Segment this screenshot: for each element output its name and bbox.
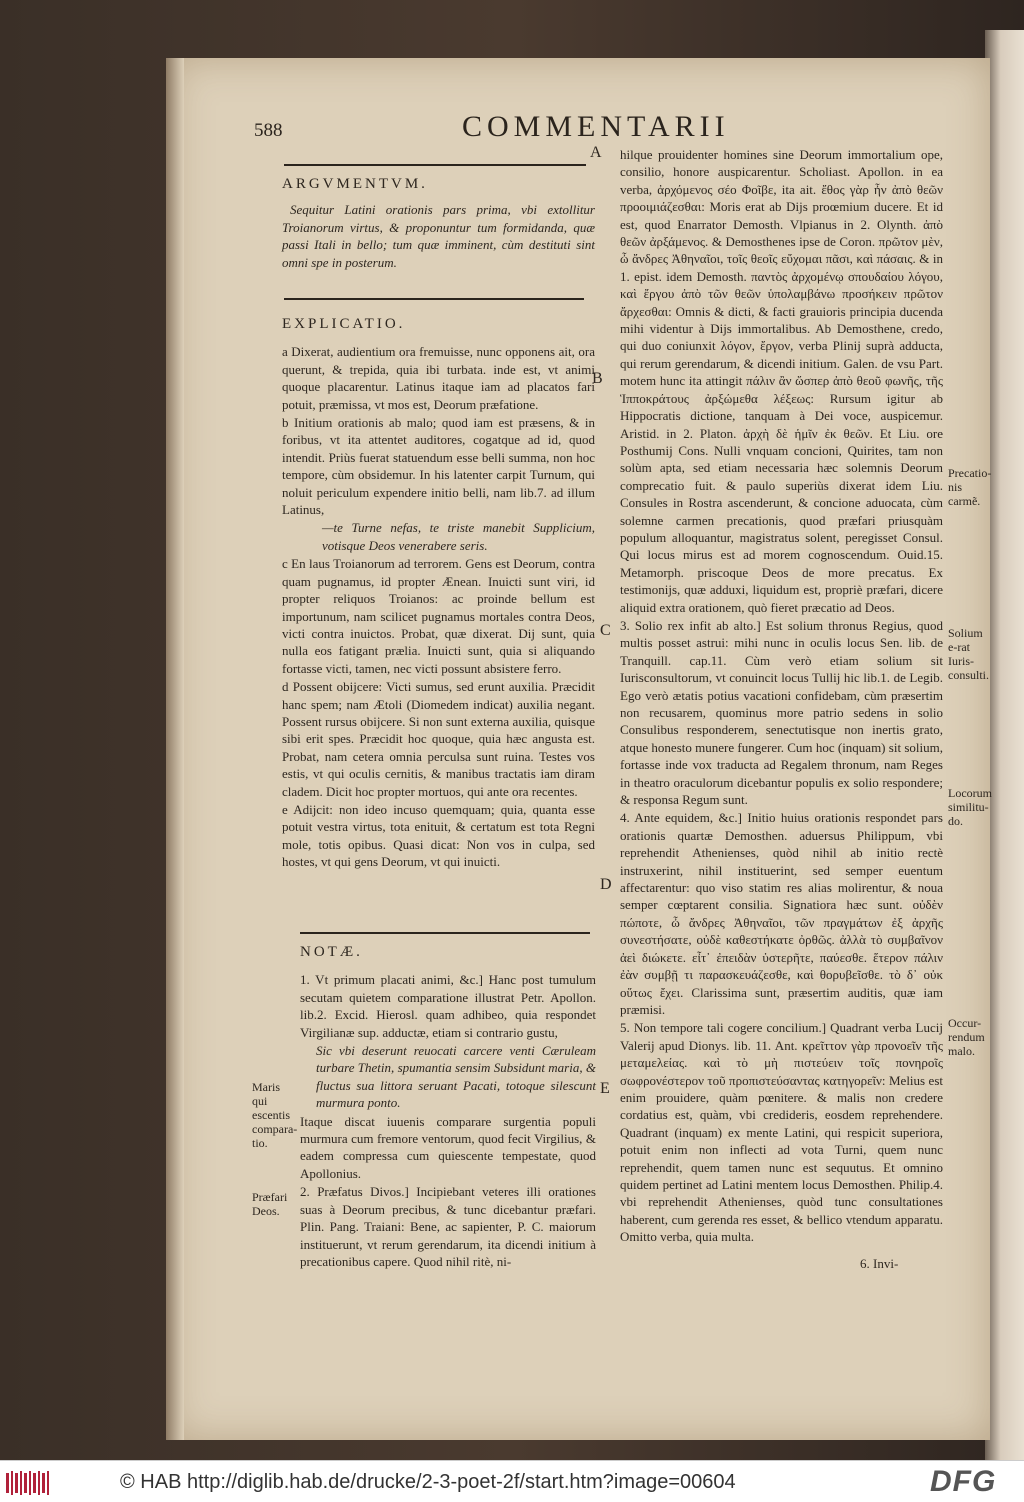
argumentum-heading: ARGVMENTVM. [282, 176, 428, 192]
copyright-url[interactable]: © HAB http://diglib.hab.de/drucke/2-3-poet-2f/start.htm?image=00604 [120, 1471, 736, 1493]
nota-1-cont: Itaque discat iuuenis comparare surgentia populi murmura cum fremore ventorum, quod fecit Virgilius, & eadem compressa cum quiescente tempestate, quod Apollonius. [300, 1113, 596, 1181]
rule-notae [300, 932, 590, 934]
page-gutter [166, 58, 184, 1440]
margin-note-occurrendum: Occur-rendum malo. [948, 1016, 985, 1058]
footer-bar [0, 1460, 1024, 1502]
explicatio-quote: —te Turne nefas, te triste manebit Supplicium, votisque Deos venerabere seris. [322, 520, 595, 553]
hab-barcode-icon [6, 1469, 50, 1497]
explicatio-heading: EXPLICATIO. [282, 316, 406, 332]
explicatio-para-c: c En laus Troianorum ad terrorem. Gens est Deorum, contra quam pugnamus, id propter Ænean. Inuicti sunt viri, id propter reliquos Troianos: ac proinde bellum est importunum, nam scilicet pugnamus mortales contra Deos, victi contra inuictos. Probat, quæ dixerat. Dij sunt, quia nulla eos fatigant prælia. Inuicti sunt, quia si aliquando fortasse victi, tamen, nec victi possunt absistere ferro. [282, 556, 595, 676]
rule-top-left [284, 164, 586, 166]
section-letter-e: E [600, 1080, 610, 1097]
section-letter-a: A [590, 144, 602, 161]
running-title: COMMENTARII [462, 110, 730, 143]
explicatio-para-b: b Initium orationis ab malo; quod iam est præsens, & in foribus, vt ita attentet auditores, cogatque ad id, quod intendit. Priùs fuerat statuendum esse belli summa, non hoc tempore, cùm obsidemur. In his latenter carpit Turnum, qui noluit periculum expendere initio belli, nam lib.7. ad illum Latinus, [282, 415, 595, 518]
explicatio-para-a: a Dixerat, audientium ora fremuisse, nunc opponens ait, ora querunt, & trepida, quia ibi turbata. inde est, vt animi quoque placarentur. Latinus itaque iam ad placatos fari potuit, præmissa, vt mos est, Deorum præfatione. [282, 344, 595, 412]
margin-note-solium: Solium e-rat Iuris-consulti. [948, 626, 989, 682]
adjacent-page-edge [985, 30, 1024, 1460]
page-number: 588 [254, 120, 283, 141]
rule-argumentum [284, 298, 584, 300]
right-column [620, 146, 943, 1247]
nota-1-verse: Sic vbi deserunt reuocati carcere venti Cæruleam turbare Thetin, spumantia sensim Subsidunt maria, & fluctus sua littora seruant Pacati, totoque silescunt murmura ponto. [316, 1043, 596, 1111]
nota-1: 1. Vt primum placati animi, &c.] Hanc post tumulum secutam quietem comparatione illustrat Petr. Apollon. lib.2. Excid. Hierosl. quam adhibeo, quia respondet Virgilianæ sup. adductæ, etiam si contrario gustu, [300, 972, 596, 1040]
dfg-logo: DFG [930, 1465, 997, 1498]
explicatio-block [282, 316, 595, 872]
margin-note-locorum: Locorum similitu-do. [948, 786, 992, 828]
margin-note-precatio: Precatio-nis carmẽ. [948, 466, 992, 508]
explicatio-para-e: e Adijcit: non ideo incuso quemquam; quia, quanta esse potuit vestra virtus, tota enituit, & certatum est tota Regni mole, totis opibus. Quasi dicat: Non vos in culpa, sed hostes, vt qui gens Deorum, vt qui inuicti. [282, 801, 595, 870]
right-para-4: 5. Non tempore tali cogere concilium.] Quadrant verba Lucij Valerij apud Dionys. lib. 11. Ant. κρεῖττον γὰρ προνοεῖν τῆς μεταμελείας. καὶ τὸ μὴ πιστεύειν τοῖς πονηροῖς σωφρονέστερον τοῦ προπιστεύσαντας κατηγορεῖν: Melius est enim prouidere, quàm pœnitere. & malis non credere cordatius est, quàm, vbi credideris, eosdem reprehendere. Quadrant (inquam) ex mente Latini, qui respicit superiora, potuit enim non inflecti ad vota Turni, quem nunc reprehendit, quem tamen nunc est sequutus. Et omnino quidem pertinet ad Latini mentem locus Demosthen. Philip.4. vbi reprehendit Athenienses, quòd tunc consultationes haberent, cum gerenda res esset, & bellico vtendum apparatu. Omitto verba, quia multa. [620, 1020, 943, 1245]
right-para-2: 3. Solio rex infit ab alto.] Est solium thronus Regius, quod multis posset astrui: mihi nunc in oculis locus Sen. lib. de Tranquill. cap.11. Cùm verò etiam solium sit Iurisconsultorum, vt conuincit locus Tullij hic lib.1. de Legib. Ego verò ætatis potius vacationi confidebam, cùm præsertim non recusarem, quominus more patrio sedens in solio Consulibus responderem, senectutisque non inertis grato, atque honesto munere fungerer. Cum hoc (inquam) sit solium, fortasse inde vox traducta ad Regalem thronum, nam Reges in theatro oraculorum dicebantur populis ex solio respondere; & responsa Regum sunt. [620, 617, 943, 808]
left-column [282, 176, 595, 272]
explicatio-para-d: d Possent obijcere: Victi sumus, sed erunt auxilia. Præcidit hanc spem; nam Ætoli (Diomedem indicat) auxilia negant. Possent rursus obijcere. Si non sunt externa auxilia, quisque sibi erit spes. Præcidit hoc quoque, quia hæc angusta est. Probat, nam cetera omnia perculsa sunt ruina. Testes vos estis, vt qui oculis cernitis, & manibus tractatis iam diram cladem. Dicit hoc propter mortuos, qui ante ora recentes. [282, 679, 595, 799]
notae-block [300, 944, 596, 1271]
section-letter-b: B [592, 370, 603, 387]
right-para-3: 4. Ante equidem, &c.] Initio huius orationis respondet pars orationis quartæ Demosthen. aduersus Philippum, vbi reprehendit Athenienses, quòd nihil ab initio rectè instruxerint, nihil instituerint, sed semper euentum affectarentur: quo viso statim res alias molirentur, & noua semper cœptarent consilia. Signatiora hæc sunt. οὐδὲν πώποτε, ὦ ἄνδρες Ἀθηναῖοι, τῶν πραγμάτων ἐξ ἀρχῆς συνεστήσατε, οὐδὲ καθεστήκατε ὀρθῶς. ἀλλὰ τὸ συμβαῖνον ἀεὶ διώκετε. εἶτ᾽ ἐπειδὰν ὑστερῆτε, παύεσθε. ἕτερον πάλιν ἐὰν συμβῇ τι παρασκευάζεσθε, καὶ θορυβεῖσθε. τὸ δ᾽ οὐκ οὕτως ἔχει. Clarissima sunt, præsertim auditis, quæ iam præmisi. [620, 810, 943, 1017]
book-page [172, 58, 990, 1440]
notae-heading: NOTÆ. [300, 944, 363, 960]
right-para-1: hilque prouidenter homines sine Deorum immortalium ope, consilio, honore auspicarentur. Scholiast. Apollon. in ea verba, ἀρχόμενος σέο Φοῖβε, ita ait. ἔθος γὰρ ἦν ἀπὸ θεῶν προοιμιάζεσθαι: Moris erat ab Dijs proœmium ducere. Et id est, quod Enarrator Demosth. Vlpianus in 2. Olynth. ἀπὸ θεῶν ἀρξάμενος. & Demosthenes ipse de Coron. πρῶτον μὲν, ὦ ἄνδρες Ἀθηναῖοι, τοῖς θεοῖς εὔχομαι πᾶσι, καὶ πάσαις. & in 1. epist. idem Demosth. παντὸς ἀρχομένῳ σπουδαίου λόγου, καὶ ἔργου ἀπὸ τῶν θεῶν ὑπολαμβάνω προσήκειν πρῶτον ἄρχεσθαι: Omnis & dicti, & facti grauioris principia ducenda mihi videntur à Dijs immortalibus. Ab Demosthene, credo, qui duo coniunxit λόγον, ἔργον, verba Plinij suprà adducta, qui rerum gerendarum, & dicendi initium. Galen. de vsu Part. motem hunc ita attingit πάλιν ἂν ὥσπερ ἀπὸ θεοῦ φωνῆς, τῆς Ἱπποκράτους ἀρξώμεθα λέξεως: Rursum igitur ab Hippocratis dictione, tanquam à Dei voce, auspicemur. Aristid. in 2. Platon. ἀρχὴ δὲ ἡμῖν ἐκ θεῶν. Et Liu. ore Posthumij Cons. Nulli vnquam concioni, Quirites, tam non solùm apta, sed etiam necessaria hæc solemnis Deorum comprecatio fuit. & paulo superiùs dixerat idem Liu. Consules in Rostra ascenderunt, & concione aduocata, cùm solemne carmen precationis, quod præfari priusquàm populum alloquantur, magistratus solent, peregisset Consul. Qui locus mirus est ad morem cognoscendum. Ouid.15. Metamorph. priscoque Deos de more precatus. Ex testimonijs, quæ adduxi, liquidum est, propriè præfari, dicere aliquid extra orationem, quò fieret præcatio ad Deos. [620, 147, 943, 615]
margin-note-praefari: Præfari Deos. [252, 1190, 288, 1218]
margin-note-maris: Maris qui escentis compara-tio. [252, 1080, 298, 1150]
catchword: 6. Invi- [860, 1256, 899, 1271]
section-letter-d: D [600, 876, 612, 893]
nota-2: 2. Præfatus Divos.] Incipiebant veteres illi orationes suas à Deorum precibus, & tunc dicebantur præfari. Plin. Pang. Traiani: Bene, ac sapienter, P. C. maiorum instituerunt, vt rerum gerendarum, ita dicendi initium à precationibus capere. Quod nihil ritè, ni- [300, 1184, 596, 1269]
argumentum-text: Sequitur Latini orationis pars prima, vbi extollitur Troianorum virtus, & proponuntur tum formidanda, quæ passi Itali in bello; tum quæ imminent, cùm destituti sint omni spe in posterum. [282, 202, 595, 270]
section-letter-c: C [600, 622, 611, 639]
